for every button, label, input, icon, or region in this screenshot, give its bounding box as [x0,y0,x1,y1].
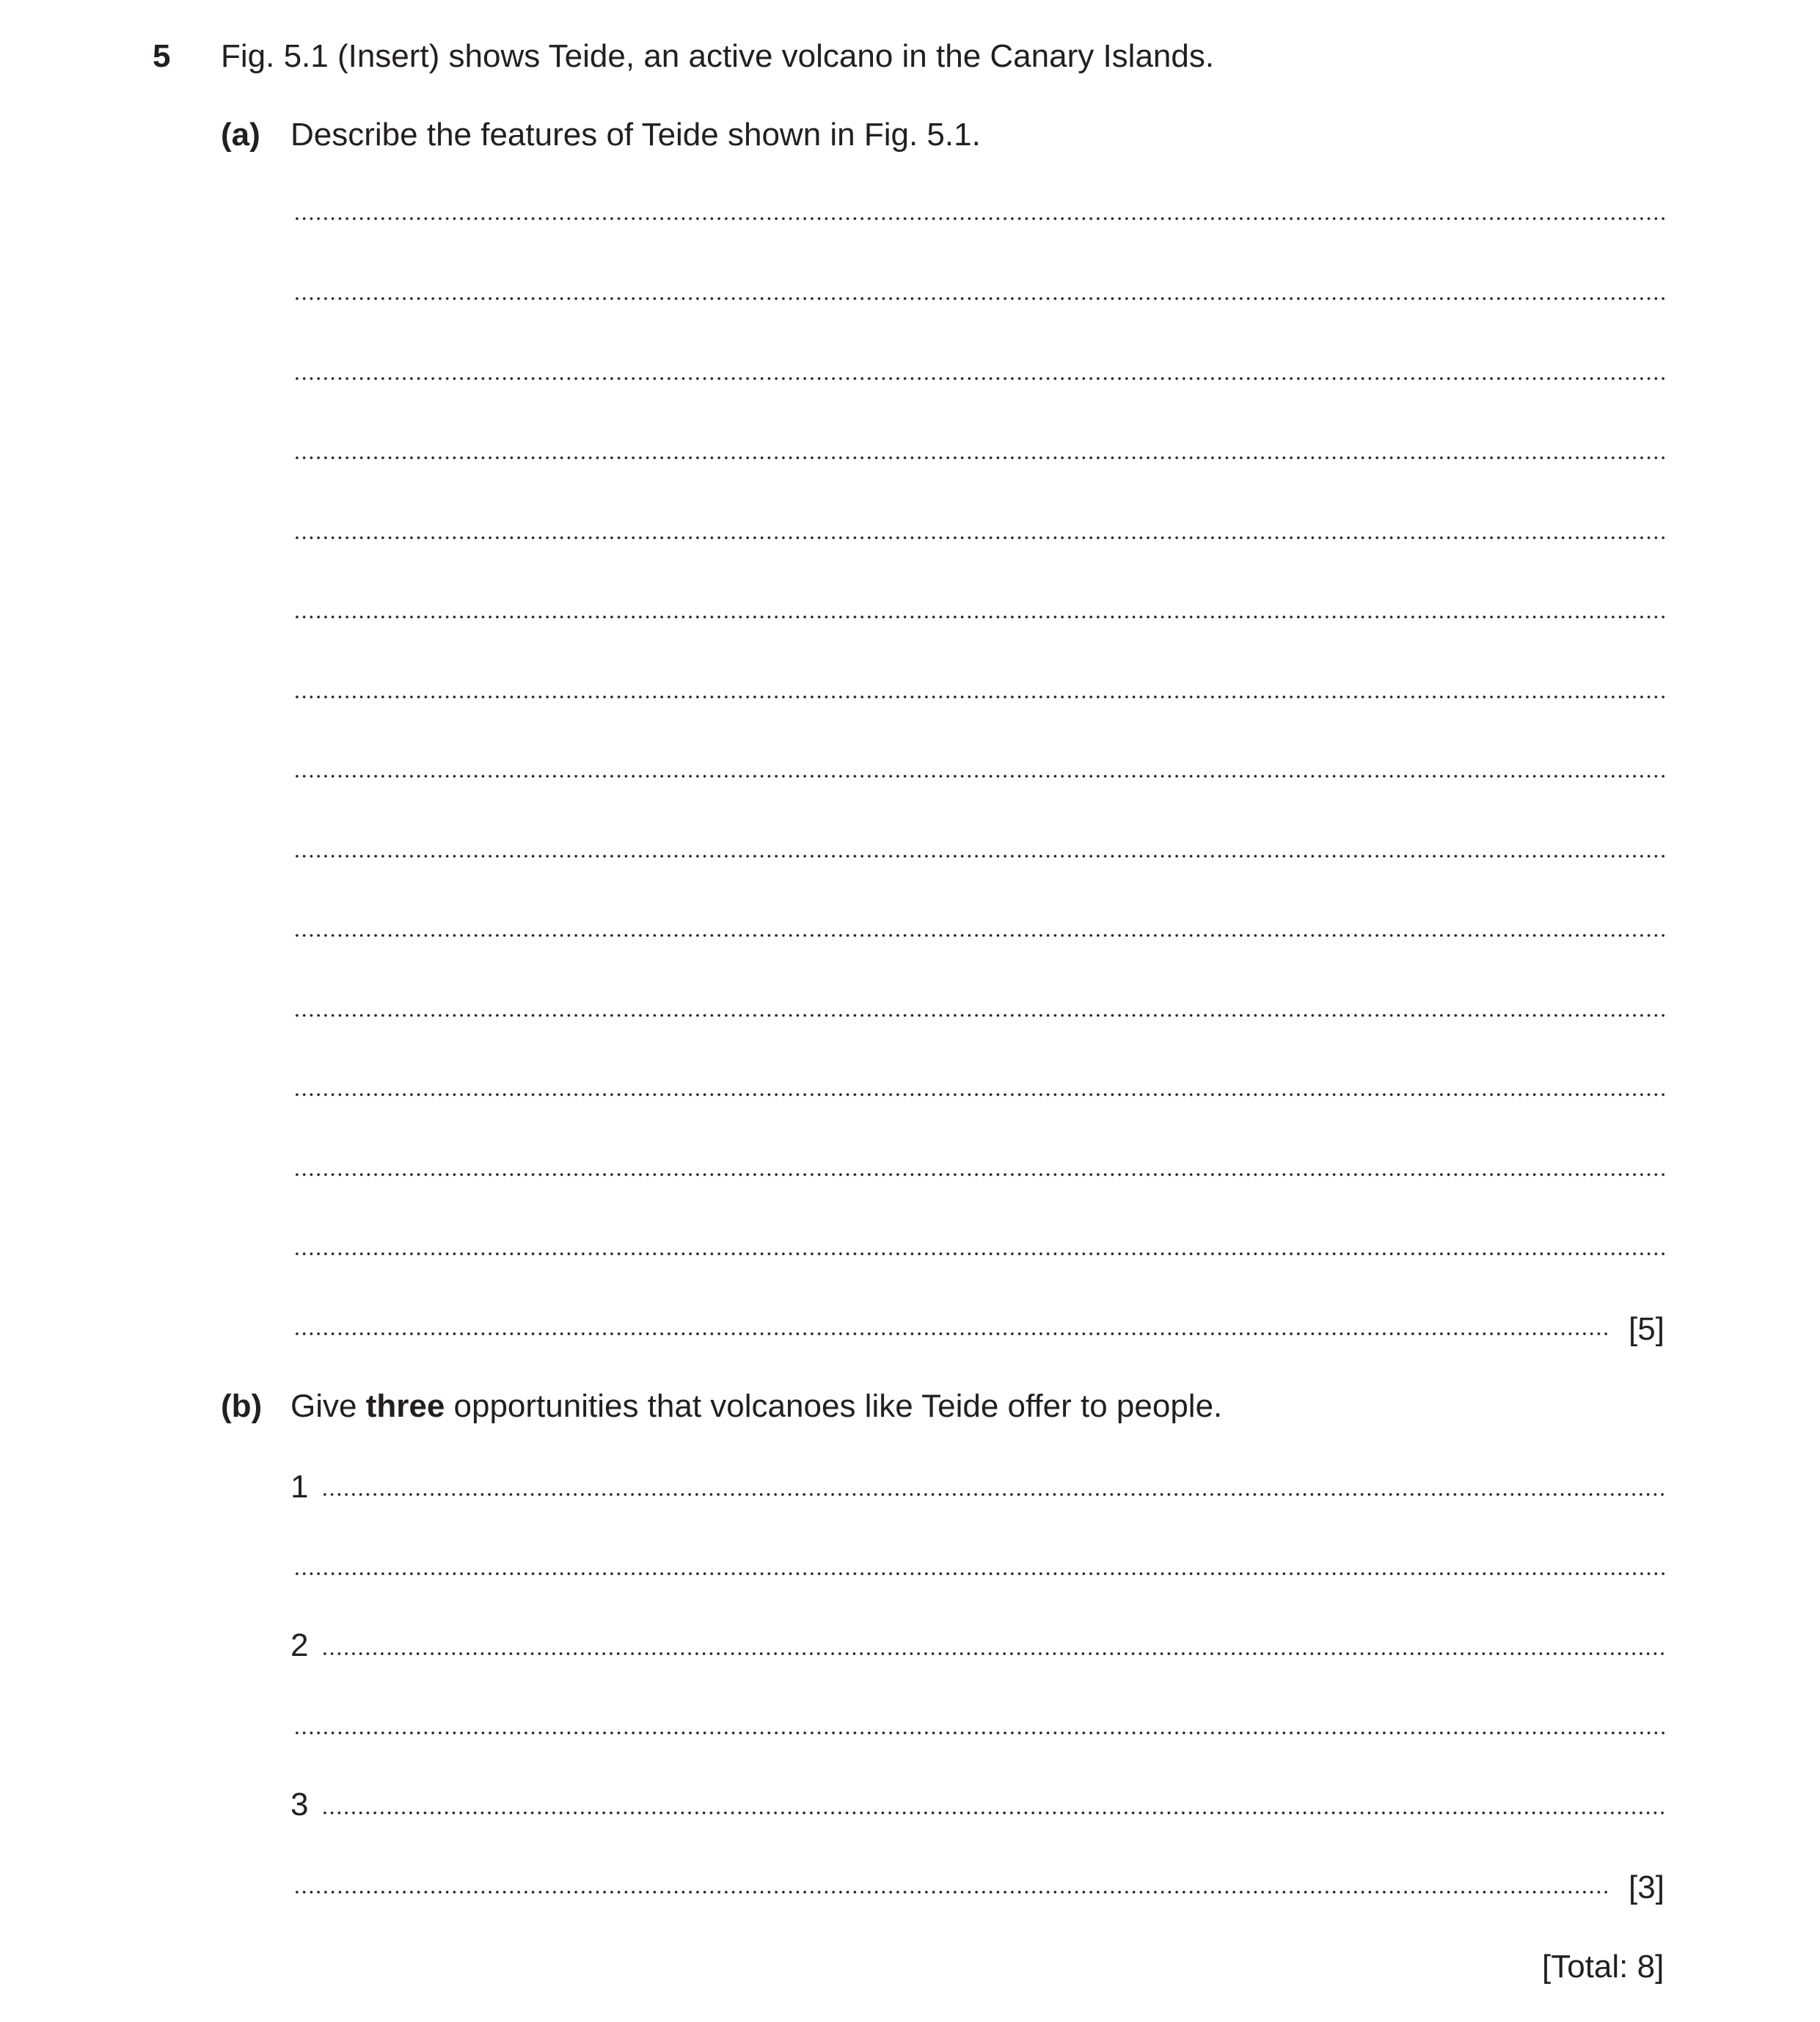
part-a-marks: [5] [1629,1311,1664,1347]
part-a-label: (a) [221,117,260,153]
part-b-prompt-end: opportunities that volcanoes like Teide offer to people. [445,1388,1223,1424]
answer-line[interactable] [293,1252,1667,1255]
answer-line[interactable] [293,775,1667,778]
part-b-marks: [3] [1629,1869,1664,1905]
question-stem: Fig. 5.1 (Insert) shows Teide, an active volcano in the Canary Islands. [221,38,1215,74]
answer-line[interactable] [293,1731,1667,1734]
part-b-label: (b) [221,1388,263,1424]
answer-line[interactable] [293,1332,1608,1335]
answer-line[interactable] [293,297,1667,300]
answer-number: 2 [290,1627,309,1663]
answer-line[interactable] [293,1093,1667,1096]
answer-line[interactable] [293,1891,1608,1894]
answer-line[interactable] [293,696,1667,698]
answer-number: 3 [290,1786,309,1822]
answer-line[interactable] [321,1811,1667,1814]
answer-number: 1 [290,1469,309,1505]
answer-line[interactable] [293,217,1667,220]
answer-line[interactable] [293,1173,1667,1176]
total-marks: [Total: 8] [1542,1949,1664,1985]
question-number: 5 [153,38,171,74]
answer-line[interactable] [293,1014,1667,1017]
answer-line[interactable] [293,616,1667,618]
part-b-prompt-emphasis: three [365,1388,445,1424]
answer-line[interactable] [321,1493,1667,1496]
part-b-prompt [290,1390,1222,1423]
answer-line[interactable] [293,456,1667,459]
answer-line[interactable] [293,377,1667,380]
answer-line[interactable] [293,934,1667,937]
part-b-prompt-start: Give [290,1388,366,1424]
answer-line[interactable] [321,1652,1667,1655]
answer-line[interactable] [293,855,1667,858]
answer-line[interactable] [293,536,1667,539]
answer-line[interactable] [293,1572,1667,1575]
part-a-prompt: Describe the features of Teide shown in Fig. 5.1. [290,117,981,153]
